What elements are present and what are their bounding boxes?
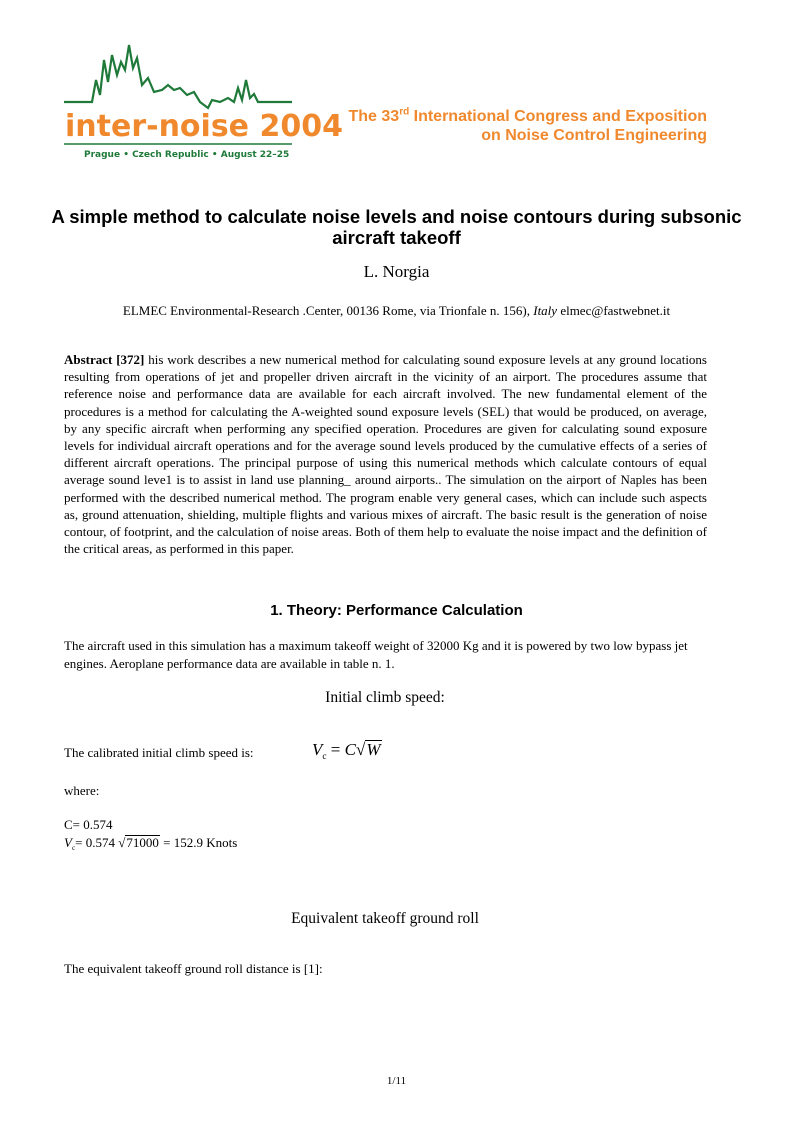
- abstract-label: Abstract [372]: [64, 352, 145, 367]
- climb-speed-equation: $V_c = C√W$: [312, 740, 381, 763]
- calibrated-speed-text: The calibrated initial climb speed is:: [64, 745, 254, 760]
- page-number: 1/11: [386, 1075, 407, 1087]
- conference-line-2: on Noise Control Engineering: [481, 127, 707, 144]
- abstract: [64, 351, 707, 557]
- where-text: where:: [64, 783, 100, 798]
- subsection-heading-climb: Initial climb speed:: [325, 689, 445, 706]
- paper-affiliation: ELMEC Environmental-Research .Center, 00136 Rome, via Trionfale n. 156), Italy elmec@fastwebnet.it: [122, 303, 671, 318]
- logo-tagline: Prague • Czech Republic • August 22–25: [84, 150, 290, 160]
- paper-author: L. Norgia: [363, 262, 430, 281]
- section-heading: 1. Theory: Performance Calculation: [270, 602, 523, 619]
- logo-mountain-icon: [62, 40, 343, 162]
- c-value: C= 0.574: [64, 817, 113, 832]
- conference-line-1: The 33rd International Congress and Exposition: [348, 106, 707, 125]
- logo-wordmark: inter-noise 2004: [65, 109, 343, 144]
- conference-logo: [62, 40, 343, 162]
- ground-roll-text: The equivalent takeoff ground roll distance is [1]:: [64, 961, 323, 976]
- vc-calculation: $V_c= 0.574$ √71000 = 152.9 Knots: [64, 835, 238, 853]
- section-intro: The aircraft used in this simulation has a maximum takeoff weight of 32000 Kg and it is powered by two low bypass jet engines. Aeroplane performance data are available in table n. 1.: [64, 638, 688, 671]
- subsection-heading-roll: Equivalent takeoff ground roll: [291, 910, 479, 927]
- paper-title: A simple method to calculate noise levels and noise contours during subsonic aircraft takeoff: [51, 206, 742, 248]
- abstract-text: his work describes a new numerical method for calculating sound exposure levels at any ground locations resulting from operations of jet and propeller driven aircraft in the vicinity of an airport. The procedures assume that reference noise and performance data are available for each aircraft involved. The new fundamental element of the procedures is a method for calculating the A-weighted sound exposure levels (SEL) that would be produced, on average, by any specific aircraft when performing any specified operation. Procedures are given for calculating sound exposure levels for individual aircraft operations and for the average sound levels produced by the cumulative effects of a series of different aircraft operations. The principal purpose of using this numerical methods which calculate contours of equal average sound leve1 is to assist in land use planning_ around airports.. The simulation on the airport of Naples has been performed with the described numerical method. The program enable very general cases, which can include such aspects as, ground attenuation, shielding, multiple flights and various mixes of aircraft. The basic result is the generation of noise contour, of footprint, and the calculation of noise areas. Both of them help to evaluate the noise impact and the definition of the critical areas, as performed in this paper.: [64, 352, 707, 557]
- conference-title: [349, 107, 708, 145]
